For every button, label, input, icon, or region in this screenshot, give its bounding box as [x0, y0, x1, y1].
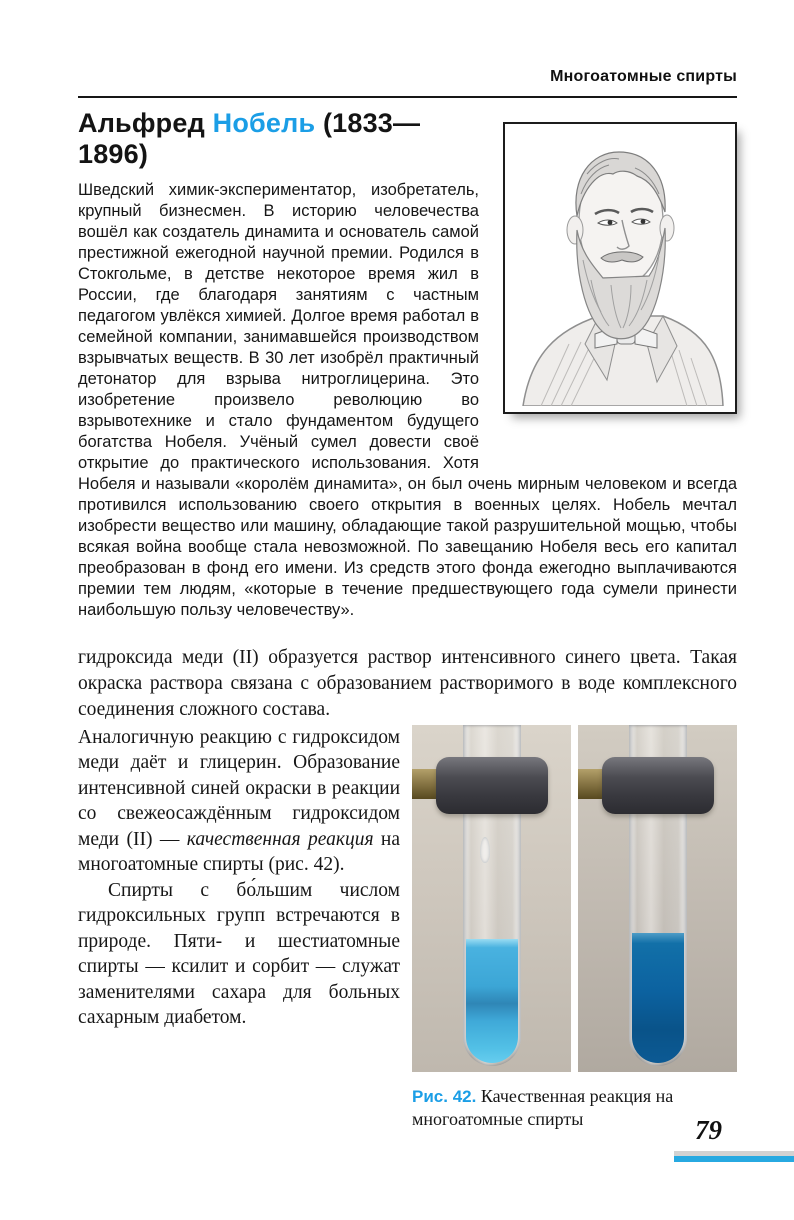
clamp-left: [436, 757, 548, 814]
body-paragraph-intro: гидроксида меди (II) образуется раствор интенсивного синего цвета. Такая окраска раствора связана с образованием растворимого в воде комплексного соединения сложного состава.: [78, 646, 737, 720]
wrap-text-before: Аналогичную реакцию с гидроксидом меди даёт и глицерин. Образование интенсивной синей окраски в реакции со свежеосаждённым гидроксидом меди (II) —: [78, 726, 400, 850]
running-head: Многоатомные спирты: [550, 68, 737, 85]
body-paragraph-second: Спирты с бо́льшим числом гидроксильных групп встречаются в природе. Пяти- и шестиатомные спирты — ксилит и сорбит — служат заменителями сахара для больных сахарным диабетом.: [78, 879, 400, 1029]
deep-blue-solution: [632, 933, 684, 1063]
wrap-text-italic: качественная реакция: [186, 828, 374, 850]
figure-caption-text: Качественная реакция на многоатомные спирты: [412, 1085, 674, 1129]
title-name-highlight: Нобель: [212, 107, 316, 138]
biography-paragraph: Шведский химик-экспериментатор, изобретатель, крупный бизнесмен. В историю человечества вошёл как создатель динамита и основатель самой престижной ежегодной научной премии. Родился в Стокгольме, в детстве некоторое время жил в России, где благодаря занятиям с частным педагогом увлёкся химией. Долгое время работал в семейной компании, занимавшейся производством взрывчатых веществ. В 30 лет изобрёл практичный детонатор для взрыва нитроглицерина. Это изобретение произвело революцию во взрывотехнике и стало фундаментом будущего богатства Нобеля. Учёный сумел довести своё открытие до практического использования. Хотя Нобеля и называли «королём динамита», он был очень мирным человеком и всегда противился использованию своего открытия в военных целях. Нобель мечтал изобрести вещество или машину, обладающие такой разрушительной мощью, чтобы всякая война вообще стала невозможной. По завещанию Нобеля весь его капитал преобразован в фонд его имени. Из средств этого фонда ежегодно выплачиваются премии тем людям, «которые в течение предшествующего года сумели принести наибольшую пользу человечеству».: [78, 180, 737, 619]
title-years: (1833—1896): [78, 107, 421, 169]
portrait-frame: [503, 122, 737, 414]
figure-caption-label: Рис. 42.: [412, 1086, 477, 1106]
figure-photo-right: [578, 725, 737, 1072]
figure-photo-left: [412, 725, 571, 1072]
light-blue-solution: [466, 939, 518, 1063]
title-name: Альфред: [78, 107, 213, 138]
figure-column: [412, 725, 737, 1131]
footer-bar-cyan: [674, 1156, 794, 1162]
glass-droplet: [480, 837, 490, 863]
figure-42-photos: [412, 725, 737, 1072]
nobel-portrait-sketch: [511, 130, 729, 406]
header-rule: [78, 96, 737, 98]
wrap-text-after: на многоатомные спирты (рис. 42).: [78, 828, 400, 876]
footer-bar: [674, 1151, 794, 1162]
two-column-block: [78, 725, 737, 1131]
page-content: [78, 108, 737, 1131]
figure-caption: [412, 1085, 737, 1131]
body-paragraph-wrap: [78, 725, 400, 878]
portrait-float: [503, 122, 737, 414]
clamp-right: [602, 757, 714, 814]
page-number: 79: [695, 1115, 722, 1145]
text-column: [78, 725, 400, 1131]
